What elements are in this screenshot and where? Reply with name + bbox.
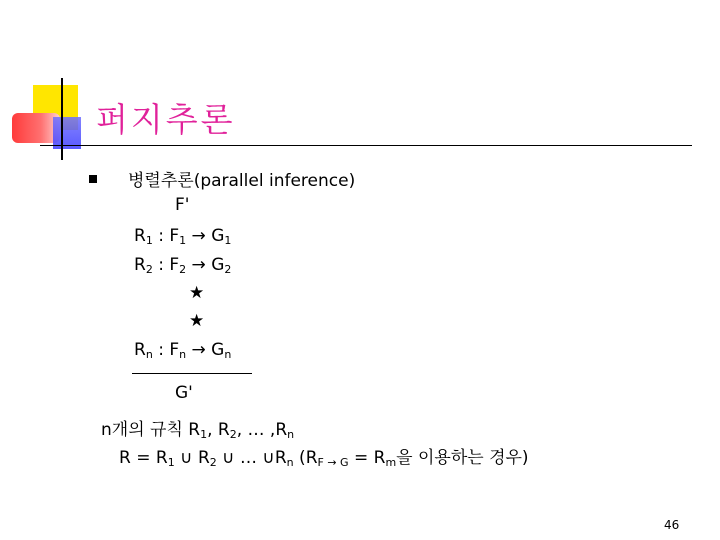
ellipsis-star-2: ★ [189,311,205,331]
slide-title: 퍼지추론 [96,100,236,139]
bullet-text: 병렬추론(parallel inference) [128,171,356,191]
union-line: $R = R_1$ ∪ $R_2$ ∪ … $\cup R_n$ ($R_{F \to G} = R_m$을 이용하는 경우) [119,448,529,469]
logo-vertical-line [61,78,63,160]
n-rules-line: n개의 규칙 $R_1$, $R_2$, … $,R_n$ [101,420,295,441]
page-number: 46 [664,518,680,532]
rule-2: $R_2$ : $F_2 \to G_2$ [134,255,232,276]
ellipsis-star-1: ★ [189,283,205,303]
g-prime: G' [175,383,193,403]
title-underline [40,145,692,146]
f-prime: F' [175,195,190,215]
rule-1: $R_1$ : $F_1 \to G_1$ [134,226,232,247]
rule-n: $R_n$ : $F_n \to G_n$ [134,340,232,361]
separator-line [132,373,252,374]
bullet-square-icon [89,175,97,183]
